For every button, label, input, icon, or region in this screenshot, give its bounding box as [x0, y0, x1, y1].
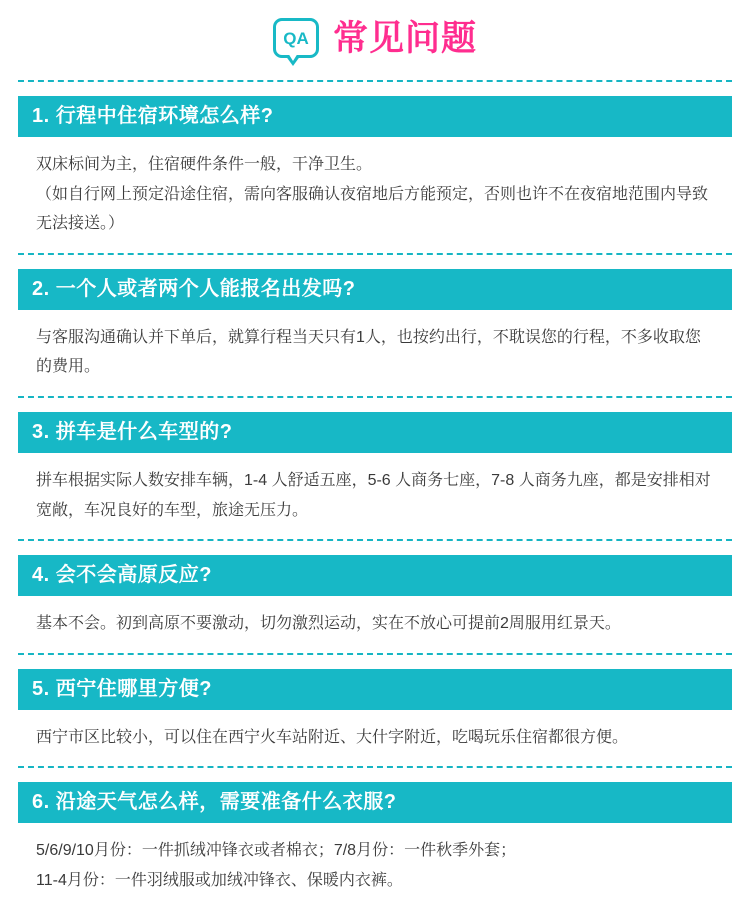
divider: [18, 766, 732, 768]
faq-item: [18, 412, 732, 539]
divider: [18, 80, 732, 82]
faq-answer-line: （如自行网上预定沿途住宿，需向客服确认夜宿地后方能预定，否则也许不在夜宿地范围内导致无法接送。）: [36, 185, 709, 233]
speech-bubble-icon: [273, 18, 319, 58]
faq-item: [18, 555, 732, 653]
faq-answer-line: 西宁市区比较小，可以住在西宁火车站附近、大什字附近，吃喝玩乐住宿都很方便。: [36, 728, 629, 746]
faq-answer-line: 与客服沟通确认并下单后，就算行程当天只有1人，也按约出行，不耽误您的行程，不多收取您的费用。: [36, 328, 701, 376]
faq-item: [18, 96, 732, 253]
faq-answer-line: 基本不会。初到高原不要激动，切勿激烈运动，实在不放心可提前2周服用红景天。: [36, 615, 621, 633]
faq-answer: [18, 823, 732, 909]
faq-answer: [18, 596, 732, 653]
faq-question: 2. 一个人或者两个人能报名出发吗?: [18, 269, 732, 310]
page-header: [18, 0, 732, 78]
faq-item: [18, 669, 732, 767]
faq-answer: [18, 310, 732, 396]
divider: [18, 253, 732, 255]
faq-question: 1. 行程中住宿环境怎么样?: [18, 96, 732, 137]
divider: [18, 653, 732, 655]
faq-answer-line: 拼车根据实际人数安排车辆，1-4 人舒适五座，5-6 人商务七座，7-8 人商务九座，都是安排相对宽敞，车况良好的车型，旅途无压力。: [36, 471, 711, 519]
faq-item: [18, 782, 732, 909]
page-title: 常见问题: [332, 18, 477, 58]
faq-answer: [18, 137, 732, 253]
divider: [18, 539, 732, 541]
faq-question: 3. 拼车是什么车型的?: [18, 412, 732, 453]
faq-answer-line: 双床标间为主，住宿硬件条件一般，干净卫生。: [36, 156, 373, 173]
faq-answer: [18, 710, 732, 767]
faq-question: 5. 西宁住哪里方便?: [18, 669, 732, 710]
faq-question: 6. 沿途天气怎么样，需要准备什么衣服?: [18, 782, 732, 823]
divider: [18, 396, 732, 398]
qa-badge-text: QA: [283, 28, 309, 48]
faq-item: [18, 269, 732, 396]
faq-answer: [18, 453, 732, 539]
faq-answer-line: 5/6/9/10月份：一件抓绒冲锋衣或者棉衣；7/8月份：一件秋季外套；: [36, 842, 517, 860]
faq-question: 4. 会不会高原反应?: [18, 555, 732, 596]
faq-answer-line: 11-4月份：一件羽绒服或加绒冲锋衣、保暖内衣裤。: [36, 871, 403, 889]
